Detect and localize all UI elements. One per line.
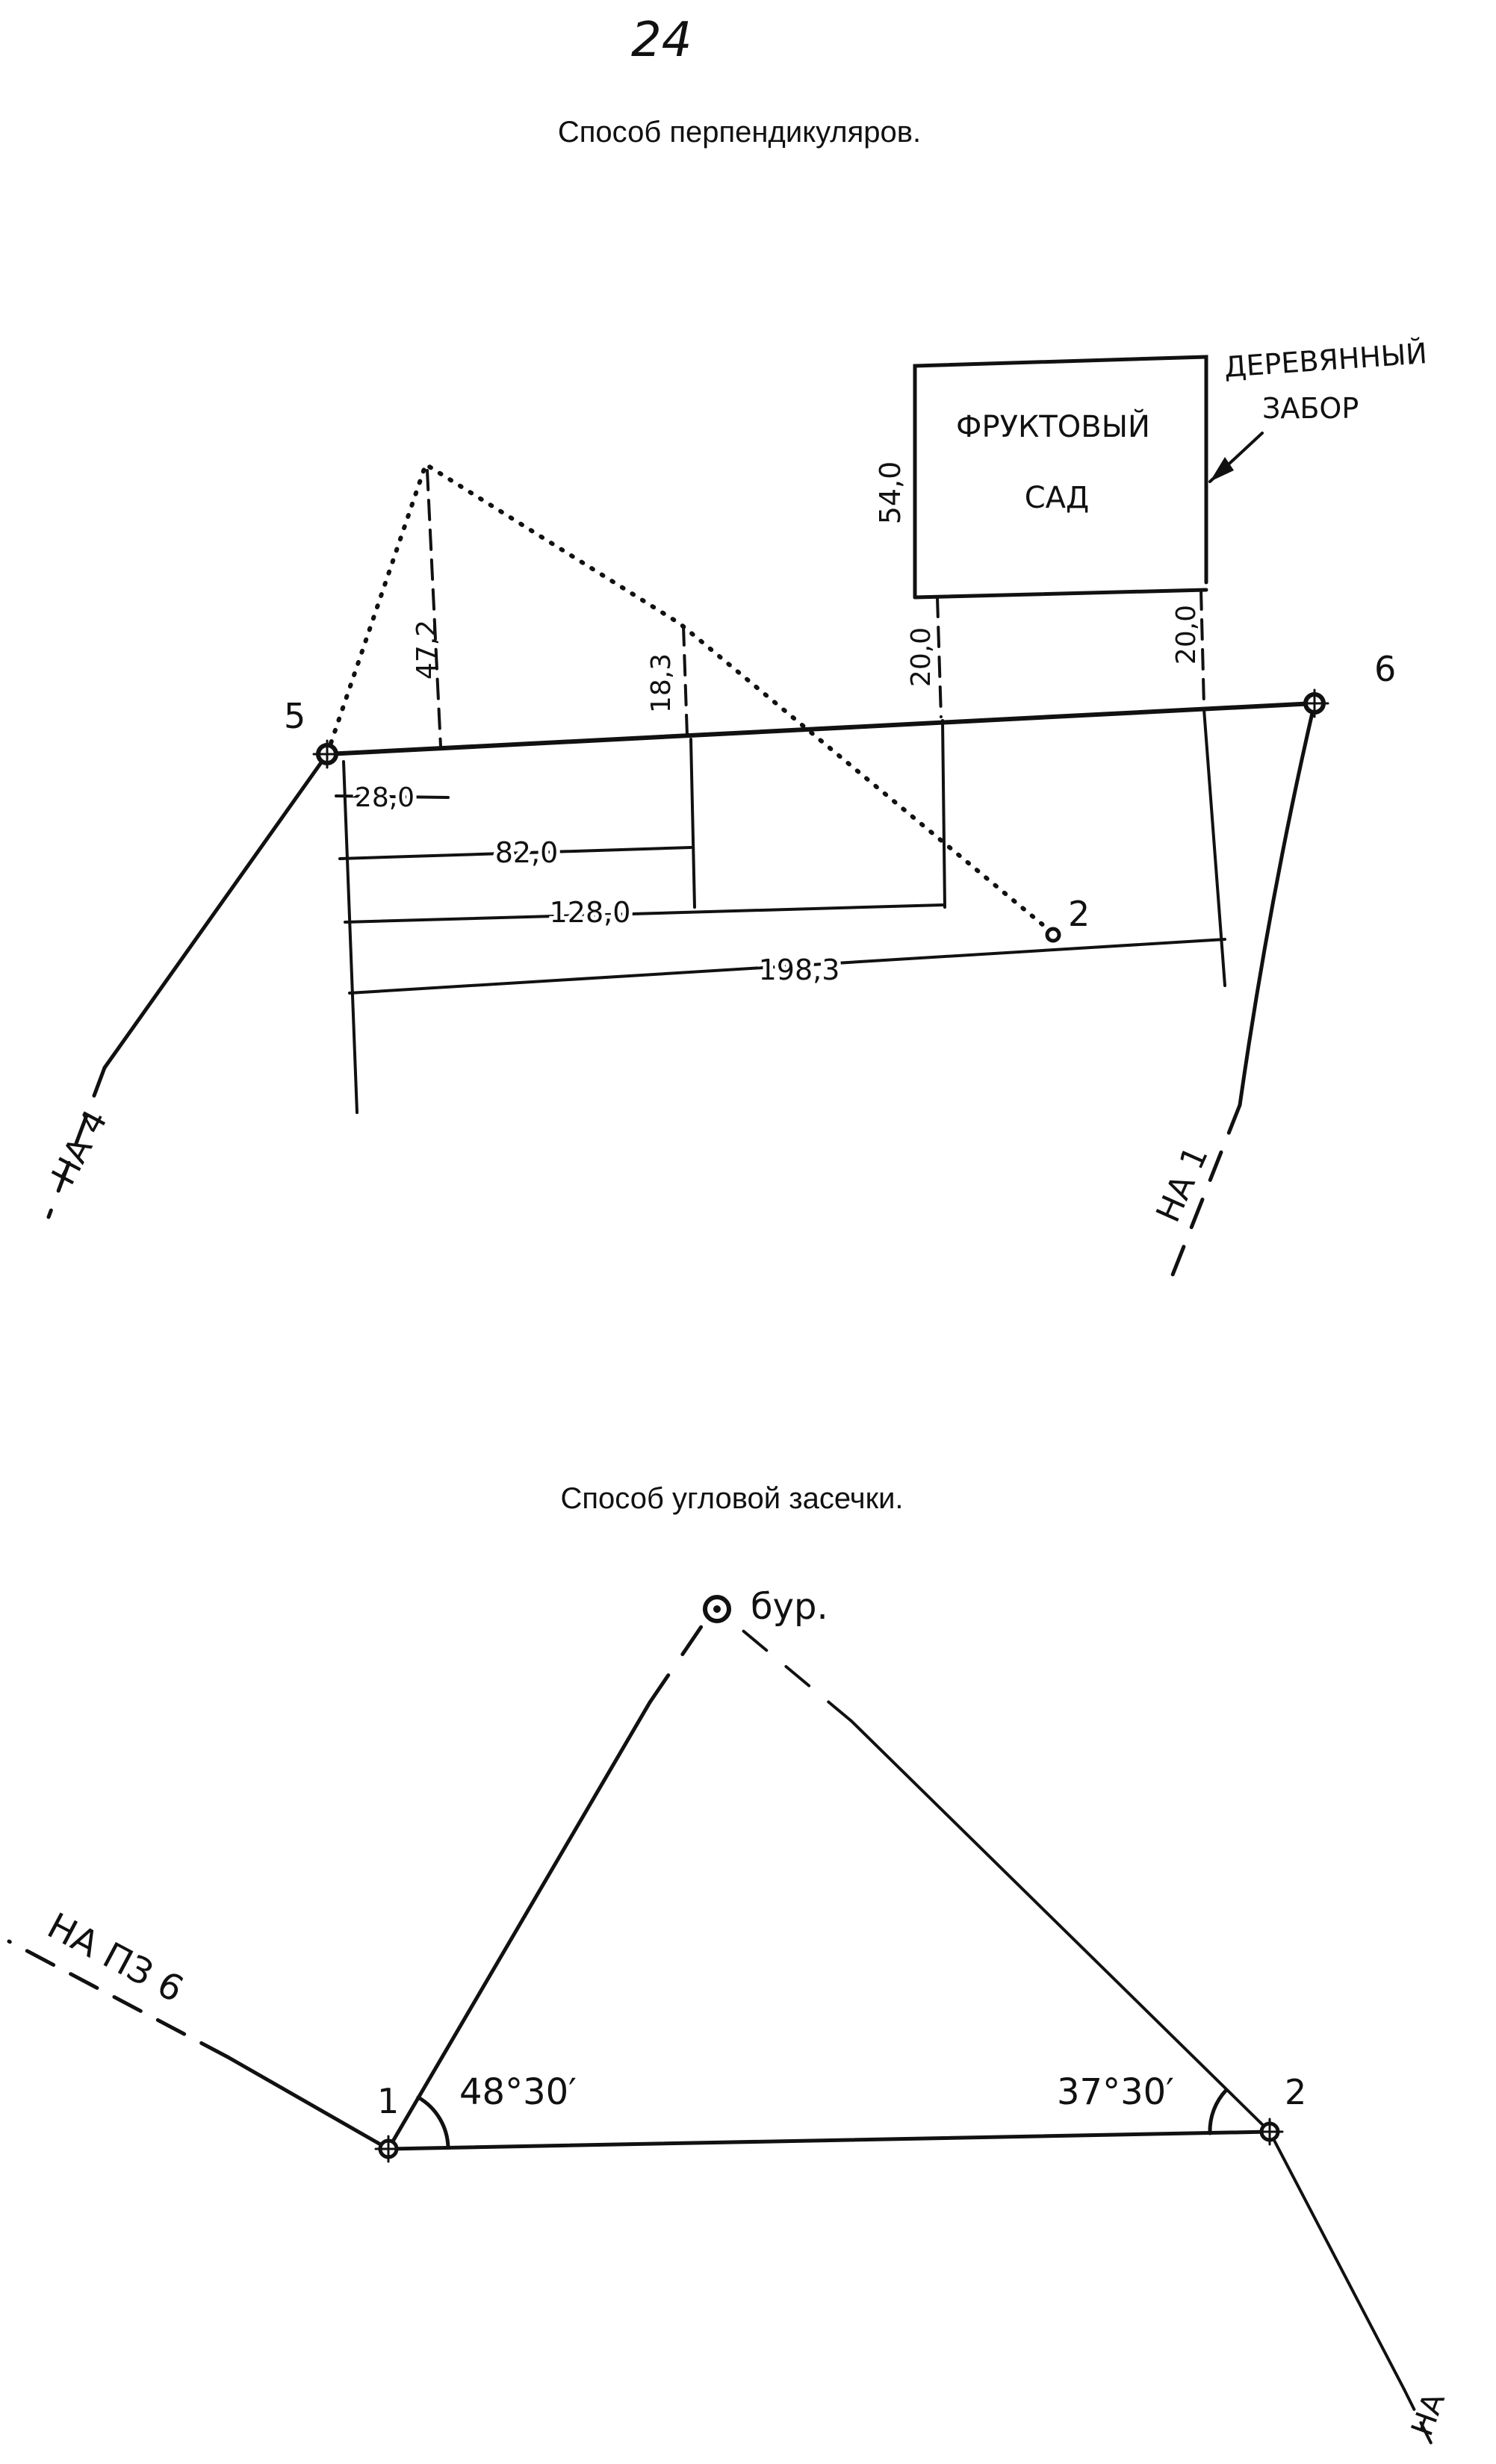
dist-label-280: 28,0: [354, 783, 415, 813]
offset-label-472: 47,2: [412, 619, 442, 680]
angle-2-label: 37°30′: [1057, 2071, 1175, 2113]
direction-line-left: [228, 2057, 388, 2149]
extension-line-1280: [943, 721, 945, 907]
section-title-intersection: Способ угловой засечки.: [560, 1482, 904, 1515]
direction-line-right: [1270, 2132, 1404, 2389]
traverse-line-5-6: [327, 703, 1315, 754]
direction-label-4: НА 4: [44, 1104, 116, 1192]
garden-rectangle: [915, 357, 1206, 597]
direction-right-label: НА: [1405, 2388, 1453, 2441]
angle-arc-2: [1210, 2090, 1226, 2133]
fence-label-2: ЗАБОР: [1262, 392, 1359, 425]
garden-label-1: ФРУКТОВЫЙ: [956, 410, 1150, 444]
traverse-line-5-4: [105, 754, 327, 1068]
angle-1-label: 48°30′: [459, 2071, 577, 2113]
garden-side-label: 54,0: [874, 461, 907, 525]
base-line-1-2: [388, 2132, 1270, 2149]
direction-label-1: НА 1: [1149, 1140, 1216, 1228]
station-2-label: 2: [1285, 2072, 1307, 2112]
station-1-label: 1: [377, 2081, 400, 2121]
offset-label-183: 18,3: [646, 653, 677, 714]
station-marker-6: [1301, 690, 1328, 717]
traverse-line-6-1: [1240, 703, 1315, 1105]
point-2-marker: [1047, 929, 1059, 941]
dist-label-1280: 128,0: [549, 896, 631, 929]
offset-label-200-b: 20,0: [1171, 604, 1202, 665]
offset-label-200-a: 20,0: [906, 626, 937, 688]
target-label: бур.: [751, 1586, 828, 1628]
extension-line-start: [344, 762, 357, 1113]
dist-label-820: 82,0: [494, 836, 559, 869]
station-marker-5: [314, 741, 341, 768]
page-number: 24: [631, 13, 692, 68]
extension-line-820: [691, 739, 695, 907]
garden-bottom: [915, 590, 1206, 597]
section-title-perpendicular: Способ перпендикуляров.: [557, 116, 922, 149]
sight-line-1-dashed: [650, 1609, 713, 1702]
fence-arrow-head: [1210, 457, 1234, 482]
point-2-label: 2: [1068, 894, 1090, 934]
dim-line-1280: [345, 905, 943, 922]
station-marker-1: [376, 2136, 401, 2162]
intersection-diagram: [9, 1586, 1452, 2449]
sight-line-2-solid: [851, 1721, 1270, 2132]
station-6-label: 6: [1374, 649, 1397, 689]
angle-arc-1: [418, 2097, 448, 2147]
perpendicular-diagram: [45, 337, 1428, 1284]
station-5-label: 5: [284, 696, 306, 736]
fence-label-1: ДЕРЕВЯННЫЙ: [1223, 337, 1429, 384]
offset-line-472: [427, 470, 441, 747]
extension-line-1983: [1204, 709, 1225, 986]
target-marker-bur: [705, 1597, 729, 1621]
offset-line-183: [683, 626, 687, 735]
dist-label-1983: 198,3: [758, 953, 840, 986]
garden-label-2: САД: [1024, 481, 1090, 515]
offset-line-200-a: [937, 597, 941, 717]
direction-left-label: НА ПЗ 6: [40, 1905, 190, 2012]
